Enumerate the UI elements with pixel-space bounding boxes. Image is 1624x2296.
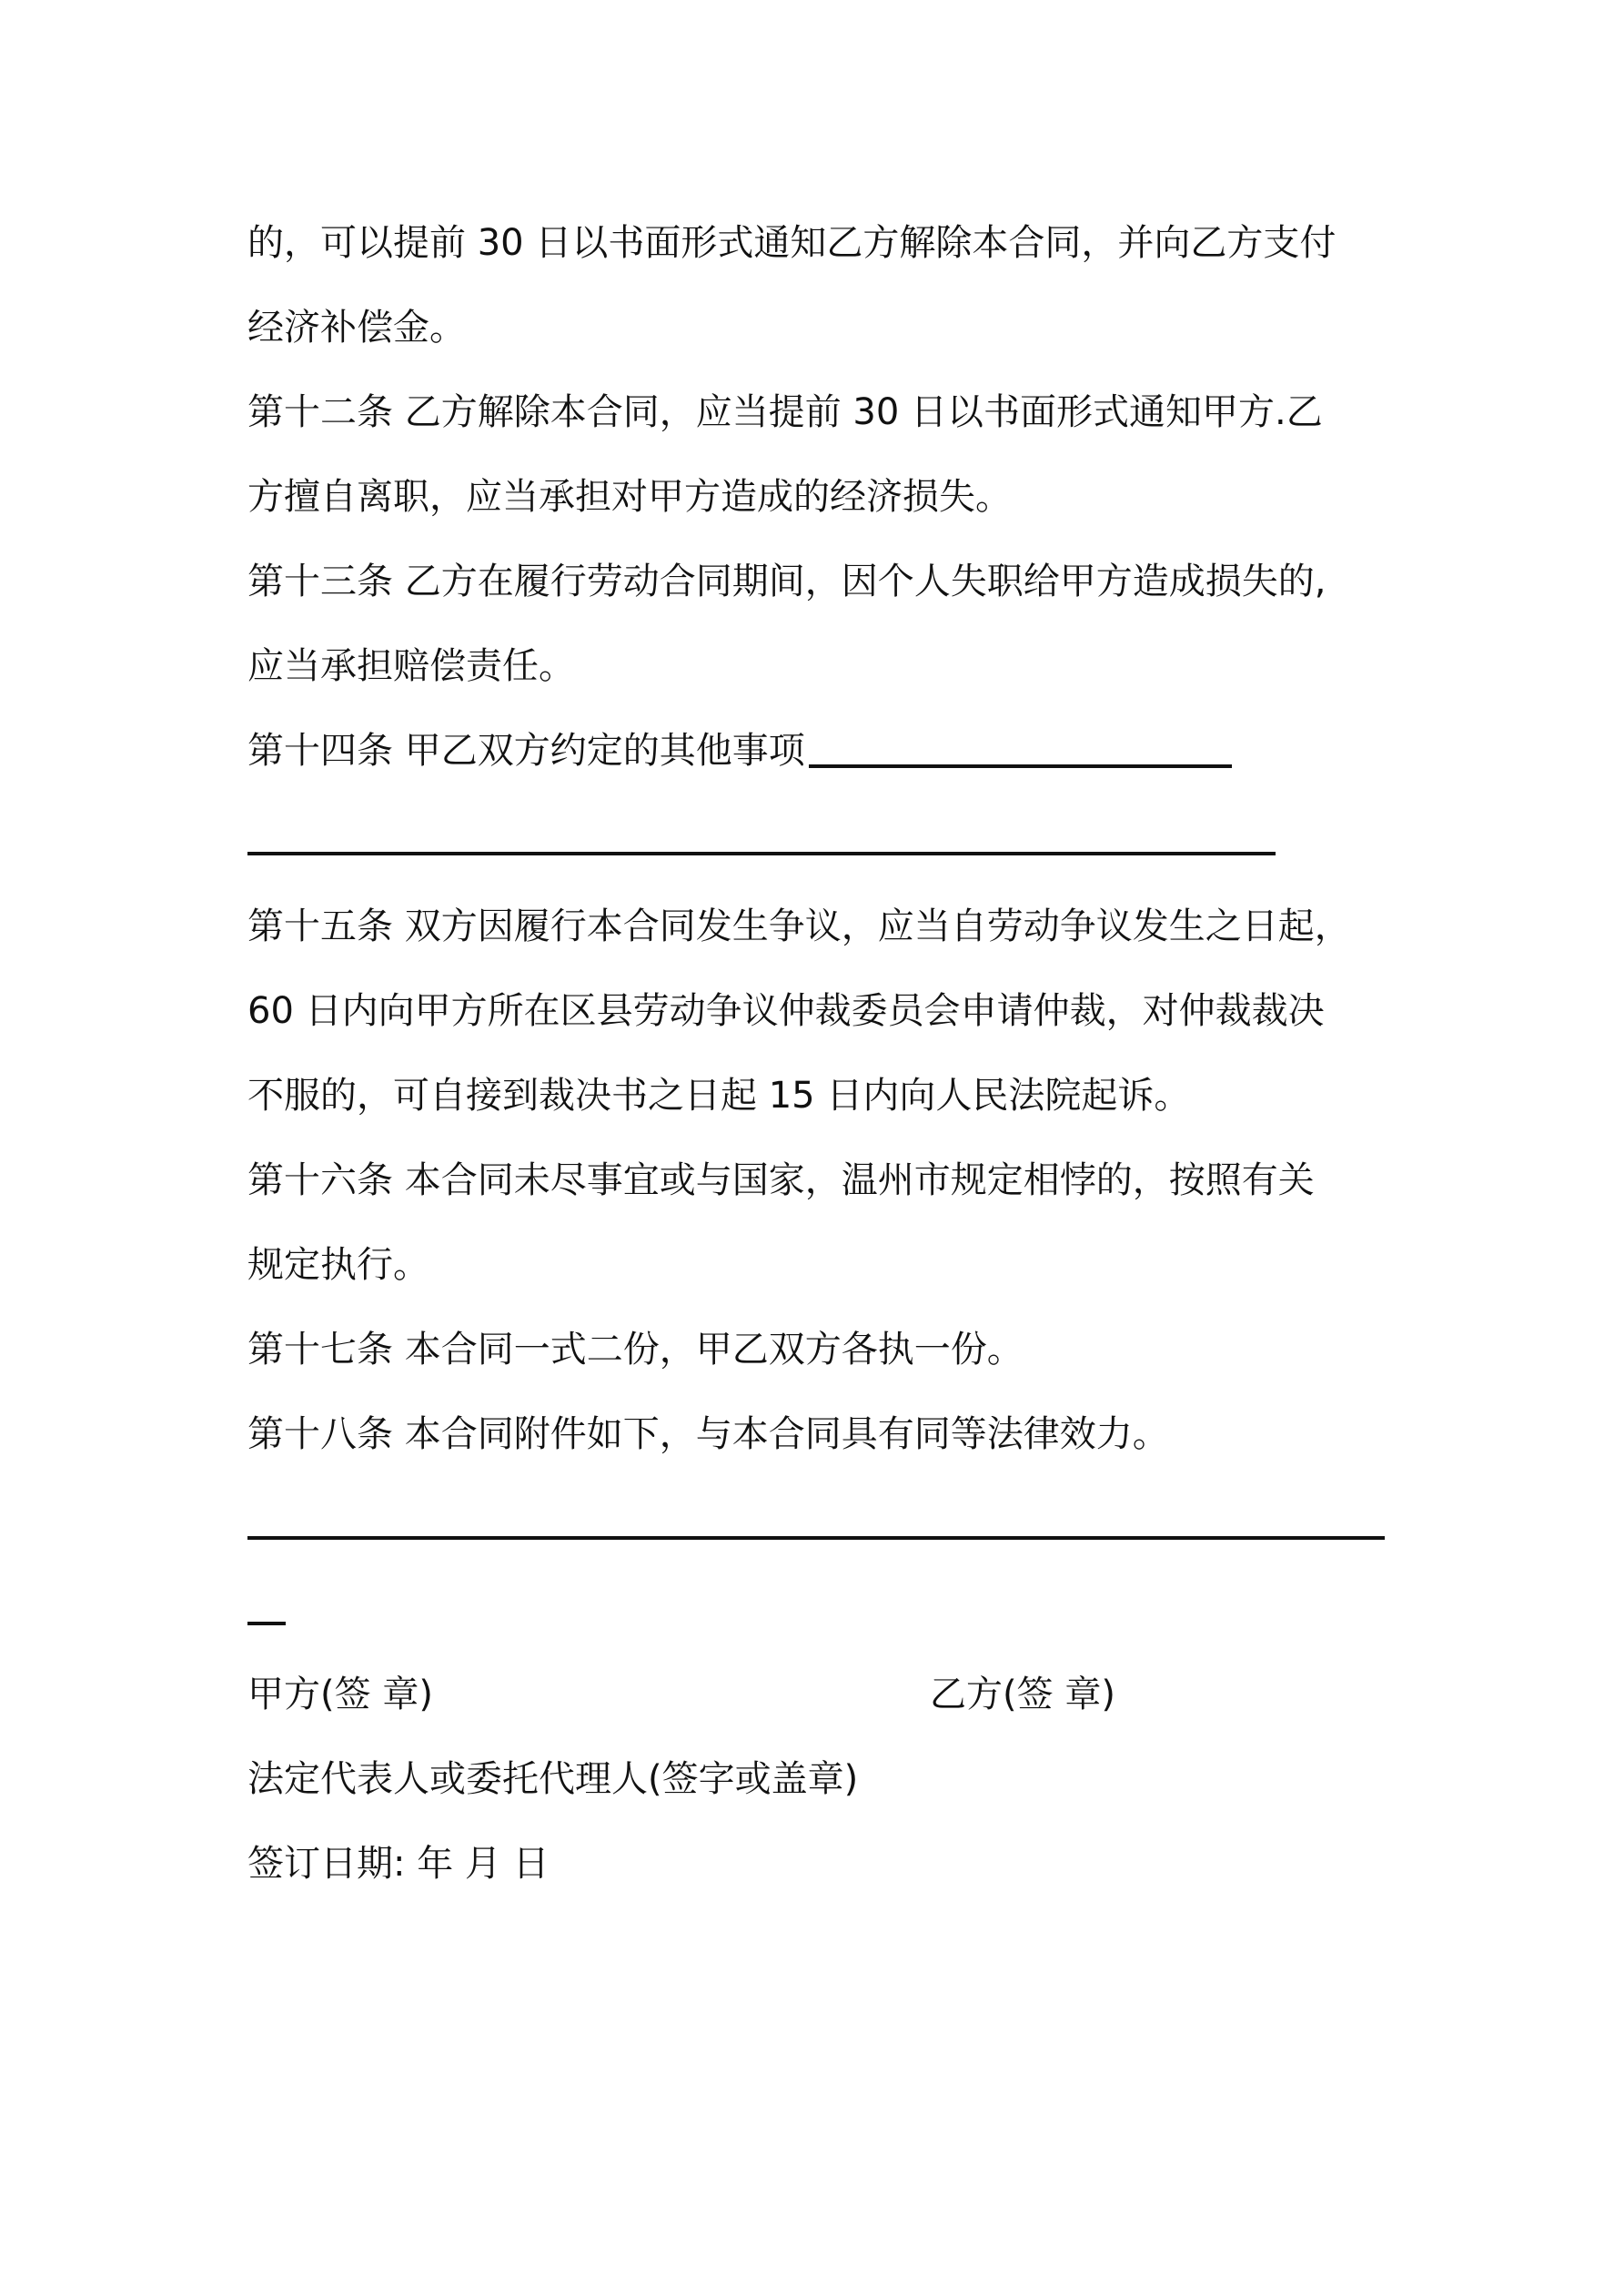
clause-16-line-1: 第十六条 本合同未尽事宜或与国家，温州市规定相悖的，按照有关 — [247, 1159, 1315, 1201]
clause-12-line-1: 第十二条 乙方解除本合同，应当提前 30 日以书面形式通知甲方.乙 — [247, 391, 1323, 433]
clause-15-line-3: 不服的，可自接到裁决书之日起 15 日内向人民法院起诉。 — [247, 1075, 1191, 1117]
clause-15-line-1: 第十五条 双方因履行本合同发生争议，应当自劳动争议发生之日起， — [247, 905, 1351, 947]
signing-date: 签订日期: 年 月 日 — [247, 1843, 550, 1885]
clause-17-line: 第十七条 本合同一式二份，甲乙双方各执一份。 — [247, 1329, 1024, 1371]
attachment-blank-line — [247, 1536, 1385, 1540]
party-a-seal: 甲方(签 章) — [247, 1674, 433, 1715]
clause-16-line-2: 规定执行。 — [247, 1244, 429, 1286]
representative-signature: 法定代表人或委托代理人(签字或盖章) — [247, 1758, 859, 1800]
party-b-seal: 乙方(签 章) — [930, 1674, 1115, 1715]
clause-14-blank-line — [247, 852, 1276, 855]
clause-14-blank — [809, 728, 1232, 768]
clause-18-line: 第十八条 本合同附件如下，与本合同具有同等法律效力。 — [247, 1413, 1169, 1455]
attachment-blank-line-end — [247, 1622, 286, 1625]
clause-14-row — [247, 727, 1232, 774]
clause-13-line-1: 第十三条 乙方在履行劳动合同期间，因个人失职给甲方造成损失的, — [247, 561, 1326, 602]
clause-15-line-2: 60 日内向甲方所在区县劳动争议仲裁委员会申请仲裁，对仲裁裁决 — [247, 990, 1325, 1032]
clause-14-text: 第十四条 甲乙双方约定的其他事项 — [247, 730, 805, 772]
clause-13-line-2: 应当承担赔偿责任。 — [247, 645, 575, 687]
clause-12-line-2: 方擅自离职，应当承担对甲方造成的经济损失。 — [247, 476, 1012, 518]
text-line-1: 的，可以提前 30 日以书面形式通知乙方解除本合同，并向乙方支付 — [247, 222, 1337, 264]
text-line-2: 经济补偿金。 — [247, 307, 466, 349]
